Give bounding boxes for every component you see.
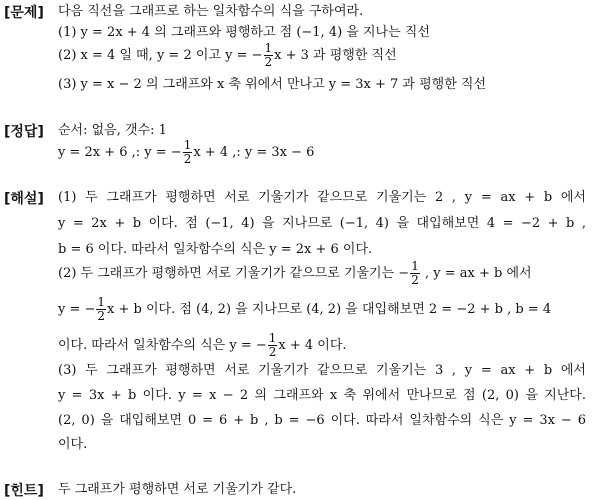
explanation-line: (1) 두 그래프가 평행하면 서로 기울기가 같으므로 기울기는 2 , y = ax + b 에서 bbox=[58, 190, 586, 205]
problem-item-3: (3) y = x − 2 의 그래프와 x 축 위에서 만나고 y = 3x + 7 과 평행한 직선 bbox=[58, 77, 487, 92]
explanation-line: y = 2x + b 이다. 점 (−1, 4) 을 지나므로 (−1, 4) 을 대입해보면 4 = −2 + b , bbox=[58, 216, 586, 231]
fraction: $\frac{1}{2}$ bbox=[97, 295, 106, 323]
problem-instruction: 다음 직선을 그래프로 하는 일차함수의 식을 구하여라. bbox=[58, 4, 364, 19]
hint-tag: [힌트] bbox=[4, 483, 44, 499]
fraction: $\frac{1}{2}$ bbox=[411, 259, 419, 287]
fraction: $\frac{1}{2}$ bbox=[183, 138, 192, 166]
explanation-line: 이다. 따라서 일차함수의 식은 y = − $\frac{1}{2}$ x + 4 이다. bbox=[58, 331, 347, 359]
explanation-line: (2) 두 그래프가 평행하면 서로 기울기가 같으므로 기울기는 − $\frac{1}{2}$ , y = ax + b 에서 bbox=[58, 259, 532, 287]
explanation-line: y = − $\frac{1}{2}$ x + b 이다. 점 (4, 2) 을 지나므로 (4, 2) 을 대입해보면 2 = −2 + b , b = 4 bbox=[58, 295, 552, 323]
answer-meta: 순서: 없음, 갯수: 1 bbox=[58, 123, 167, 138]
problem-tag: [문제] bbox=[4, 5, 44, 21]
explanation-line: b = 6 이다. 따라서 일차함수의 식은 y = 2x + 6 이다. bbox=[58, 242, 373, 257]
explanation-tag: [해설] bbox=[4, 191, 44, 207]
explanation-line: y = 3x + b 이다. y = x − 2 의 그래프와 x 축 위에서 만나므로 점 (2, 0) 을 지난다. bbox=[58, 388, 586, 403]
explanation-line: (3) 두 그래프가 평행하면 서로 기울기가 같으므로 기울기는 3 , y = ax + b 에서 bbox=[58, 363, 586, 378]
answer-equations: y = 2x + 6 ,: y = − $\frac{1}{2}$ x + 4 ,: y = 3x − 6 bbox=[58, 138, 315, 166]
fraction: $\frac{1}{2}$ bbox=[268, 331, 277, 359]
hint-text: 두 그래프가 평행하면 서로 기울기가 같다. bbox=[58, 482, 297, 497]
fraction: $\frac{1}{2}$ bbox=[264, 41, 273, 69]
answer-tag: [정답] bbox=[4, 124, 44, 140]
problem-item-1: (1) y = 2x + 4 의 그래프와 평행하고 점 (−1, 4) 을 지나는 직선 bbox=[58, 25, 430, 40]
explanation-line: 이다. bbox=[58, 437, 88, 452]
problem-item-2: (2) x = 4 일 때, y = 2 이고 y = − $\frac{1}{2}$ x + 3 과 평행한 직선 bbox=[58, 41, 397, 69]
explanation-line: (2, 0) 을 대입해보면 0 = 6 + b , b = −6 이다. 따라서 일차함수의 식은 y = 3x − 6 bbox=[58, 413, 586, 428]
